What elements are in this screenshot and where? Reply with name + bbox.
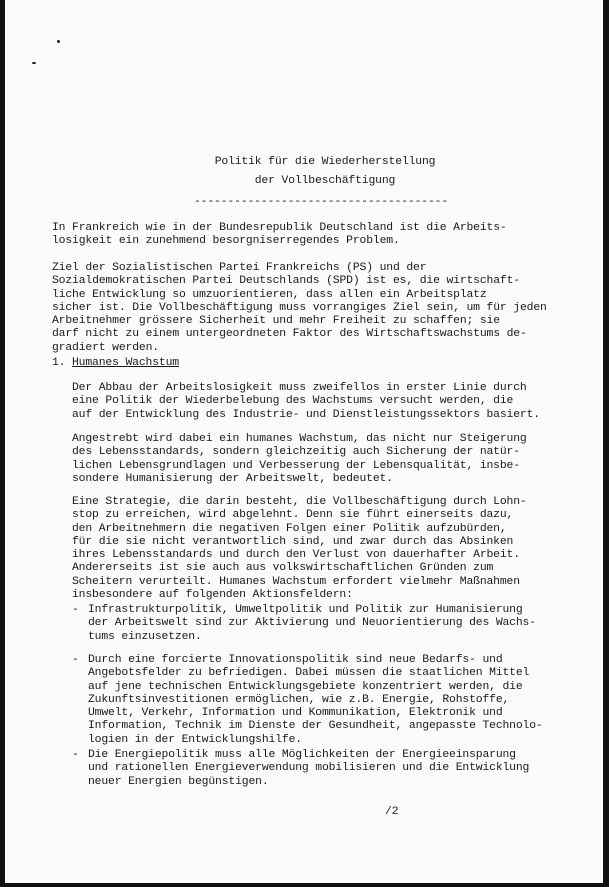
bullet-item-innovation xyxy=(72,654,562,749)
text-line: In Frankreich wie in der Bundesrepublik Deutschland ist die Arbeits- xyxy=(52,222,507,234)
text-line: ihres Lebensstandards und durch den Verlust von dauerhafter Arbeit. xyxy=(72,549,520,562)
text-line: Information, Technik im Dienste der Gesundheit, angepasste Technolo- xyxy=(88,720,543,733)
bullet-dash: - xyxy=(72,604,79,616)
scan-border-bottom xyxy=(0,883,609,887)
text-line: Der Abbau der Arbeitslosigkeit muss zweifellos in erster Linie durch xyxy=(72,382,527,394)
text-line: Angebotsfelder zu befriedigen. Dabei müssen die staatlichen Mittel xyxy=(88,667,530,680)
title-line-1: Politik für die Wiederherstellung xyxy=(214,156,436,168)
text-line: Angestrebt wird dabei ein humanes Wachstum, das nicht nur Steigerung xyxy=(72,433,527,445)
section-title: Humanes Wachstum xyxy=(72,357,179,369)
text-line: Durch eine forcierte Innovationspolitik sind neue Bedarfs- und xyxy=(88,654,503,666)
text-line: gradiert werden. xyxy=(52,341,159,354)
section-paragraph-3 xyxy=(72,496,527,602)
text-line: sondere Humanisierung der Arbeitswelt, bedeutet. xyxy=(72,472,393,485)
text-line: auf der Entwicklung des Industrie- und Dienstleistungssektors basiert. xyxy=(72,408,540,421)
text-line: lichen Lebensgrundlagen und Verbesserung der Lebensqualität, insbe- xyxy=(72,459,520,472)
text-line: Ziel der Sozialistischen Partei Frankreichs (PS) und der xyxy=(52,262,427,274)
text-line: eine Politik der Wiederbelebung des Wachstums versucht werden, die xyxy=(72,395,514,408)
scan-speck xyxy=(57,40,60,43)
goal-paragraph xyxy=(52,262,547,355)
bullet-dash: - xyxy=(72,749,79,761)
intro-paragraph xyxy=(52,222,507,249)
bullet-dash: - xyxy=(72,654,79,666)
page-number: /2 xyxy=(385,806,399,818)
scan-speck xyxy=(32,62,36,64)
section-paragraph-2 xyxy=(72,433,527,486)
title-underline-rule: -------------------------------------- xyxy=(194,196,449,208)
text-line: sicher ist. Die Vollbeschäftigung muss vorrangiges Ziel sein, um für jeden xyxy=(52,301,547,314)
document-title xyxy=(195,156,455,189)
text-line: Zukunftsinvestitionen ermöglichen, wie z.B. Energie, Rohstoffe, xyxy=(88,693,510,706)
bullet-text xyxy=(88,749,529,789)
text-line: Eine Strategie, die darin besteht, die Vollbeschäftigung durch Lohn- xyxy=(72,496,527,508)
text-line: Andererseits ist sie auch aus volkswirtschaftlichen Gründen zum xyxy=(72,562,494,575)
text-line: Die Energiepolitik muss alle Möglichkeiten der Energieeinsparung xyxy=(88,749,516,761)
scan-border-left xyxy=(0,0,5,887)
text-line: Infrastrukturpolitik, Umweltpolitik und Politik zur Humanisierung xyxy=(88,604,523,616)
text-line: liche Entwicklung so umzuorientieren, dass allen ein Arbeitsplatz xyxy=(52,288,487,301)
text-line: und rationellen Energieverwendung mobilisieren und die Entwicklung xyxy=(88,762,530,775)
bullet-item-energy xyxy=(72,749,562,794)
title-line-2: der Vollbeschäftigung xyxy=(254,175,396,188)
bullet-item-infrastructure xyxy=(72,604,562,649)
bullet-text xyxy=(88,654,543,747)
bullet-text xyxy=(88,604,536,644)
section-paragraph-1 xyxy=(72,382,540,422)
text-line: des Lebensstandards, sondern gleichzeitig auch Sicherung der natür- xyxy=(72,446,520,459)
section-heading xyxy=(52,357,252,371)
text-line: tums einzusetzen. xyxy=(88,630,202,643)
text-line: Arbeitnehmer grössere Sicherheit und mehr Freiheit zu schaffen; sie xyxy=(52,315,500,328)
scan-border-right xyxy=(603,0,609,887)
section-number: 1. xyxy=(52,357,66,369)
text-line: darf nicht zu einem untergeordneten Faktor des Wirtschaftswachstums de- xyxy=(52,328,527,341)
text-line: insbesondere auf folgenden Aktionsfeldern: xyxy=(72,589,353,602)
text-line: stop zu erreichen, wird abgelehnt. Denn sie führt einerseits dazu, xyxy=(72,509,514,522)
text-line: Scheitern verurteilt. Humanes Wachstum erfordert vielmehr Maßnahmen xyxy=(72,575,520,588)
text-line: Sozialdemokratischen Partei Deutschlands (SPD) ist es, die wirtschaft- xyxy=(52,275,520,288)
text-line: Umwelt, Verkehr, Information und Kommunikation, Elektronik und xyxy=(88,707,503,720)
text-line: losigkeit ein zunehmend besorgniserregendes Problem. xyxy=(52,235,400,248)
text-line: neuer Energien begünstigen. xyxy=(88,775,269,788)
text-line: auf jene technischen Entwicklungsgebiete konzentriert werden, die xyxy=(88,680,523,693)
text-line: den Arbeitnehmern die negativen Folgen einer Politik aufzubürden, xyxy=(72,522,507,535)
text-line: der Arbeitswelt sind zur Aktivierung und Neuorientierung des Wachs- xyxy=(88,617,536,630)
text-line: für die sie nicht verantwortlich sind, und zwar durch das Absinken xyxy=(72,535,514,548)
text-line: logien in der Entwicklungshilfe. xyxy=(88,733,302,746)
